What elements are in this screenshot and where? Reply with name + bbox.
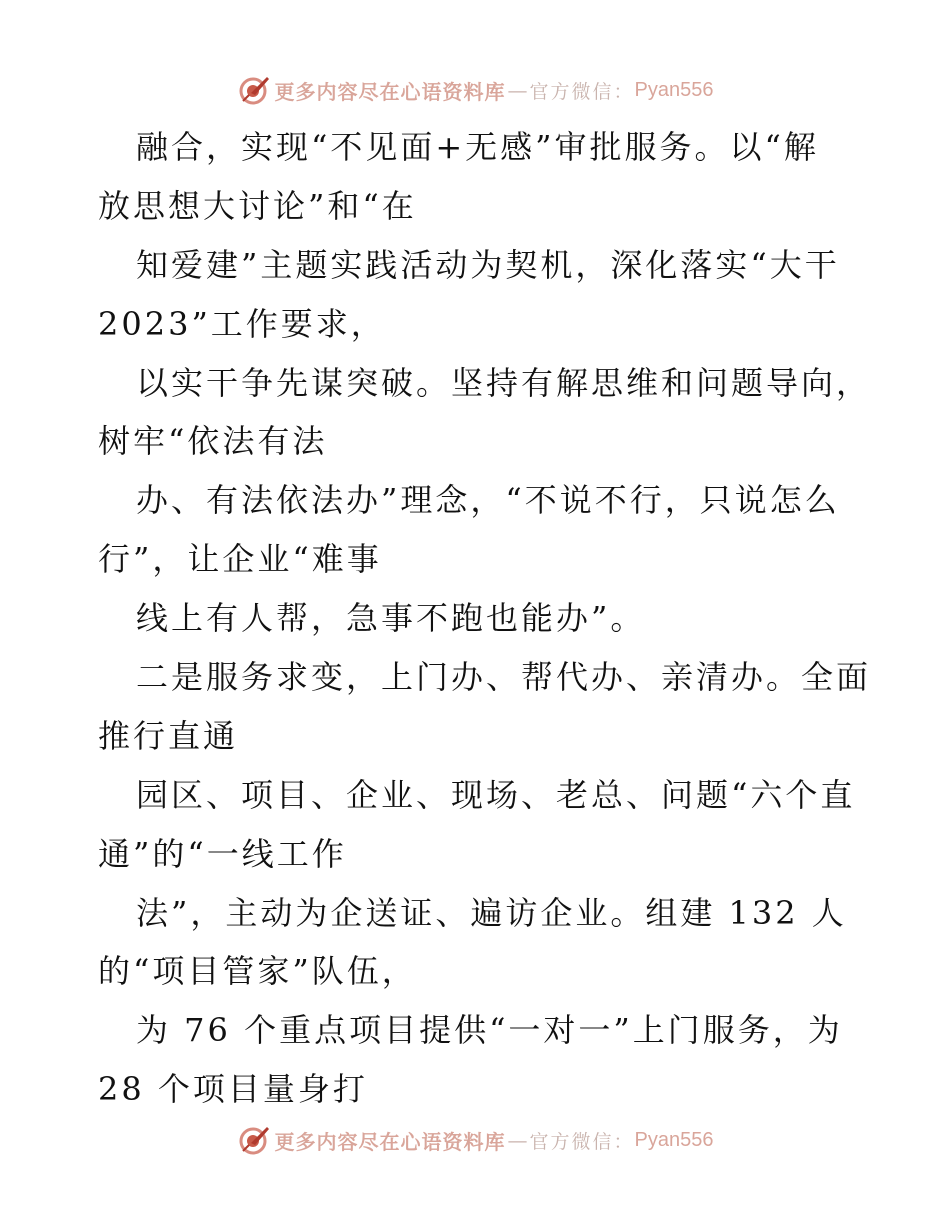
header-watermark	[0, 70, 950, 110]
watermark-official: 官方微信：	[529, 1130, 635, 1153]
text-line: 为 76 个重点项目提供“一对一”上门服务，为	[136, 1011, 843, 1050]
text-line: 线上有人帮，急事不跑也能办”。	[136, 599, 646, 638]
text-line: 推行直通	[98, 716, 239, 755]
quill-logo-icon	[237, 73, 271, 107]
text-line: 法”，主动为企送证、遍访企业。组建 132 人	[136, 893, 847, 932]
text-line: 融合，实现“不见面+无感”审批服务。以“解	[136, 128, 819, 166]
document-body	[98, 118, 872, 1119]
watermark-brand: 更多内容尽在心语资料库	[274, 79, 506, 104]
text-line: 办、有法依法办”理念，“不说不行，只说怎么	[136, 481, 840, 520]
text-line: 行”，让企业“难事	[98, 540, 382, 579]
watermark-wechat-id: Pyan556	[634, 1128, 714, 1151]
text-line: 树牢“依法有法	[98, 422, 328, 461]
watermark-dash: —	[507, 1128, 528, 1152]
text-line: 通”的“一线工作	[98, 834, 347, 873]
watermark-official: 官方微信：	[529, 80, 635, 103]
text-line: 以实干争先谋突破。坚持有解思维和问题导向，	[136, 363, 872, 402]
quill-logo-icon	[237, 1123, 271, 1157]
text-line: 知爱建”主题实践活动为契机，深化落实“大干	[136, 245, 840, 284]
text-line: 2023”工作要求，	[98, 304, 386, 343]
text-line: 28 个项目量身打	[98, 1070, 368, 1109]
text-line: 园区、项目、企业、现场、老总、问题“六个直	[136, 775, 856, 814]
text-line: 二是服务求变，上门办、帮代办、亲清办。全面	[136, 658, 872, 697]
footer-watermark	[0, 1120, 950, 1160]
watermark-dash: —	[507, 78, 528, 102]
text-line: 的“项目管家”队伍，	[98, 952, 417, 991]
watermark-brand: 更多内容尽在心语资料库	[274, 1129, 506, 1154]
text-line: 放思想大讨论”和“在	[98, 186, 417, 225]
watermark-wechat-id: Pyan556	[634, 78, 714, 101]
